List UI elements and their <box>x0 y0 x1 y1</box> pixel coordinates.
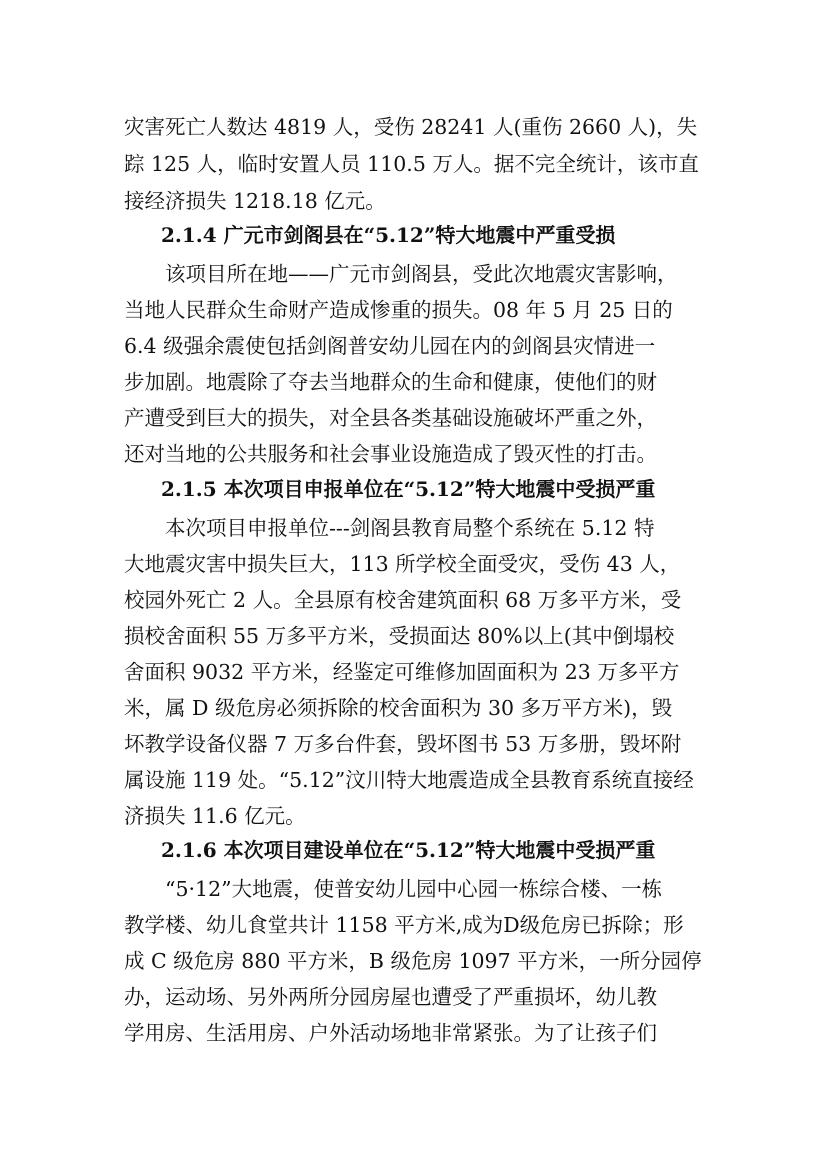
text-line: 还对当地的公共服务和社会事业设施造成了毁灭性的打击。 <box>124 442 657 466</box>
text-line: 该项目所在地——广元市剑阁县，受此次地震灾害影响， <box>165 262 678 286</box>
text-line: 米，属 D 级危房必须拆除的校舍面积为 30 多万平方米)，毁 <box>124 696 673 720</box>
text-line: 成 C 级危房 880 平方米，B 级危房 1097 平方米，一所分园停 <box>124 949 702 973</box>
text-line: 大地震灾害中损失巨大，113 所学校全面受灾，受伤 43 人， <box>124 552 681 576</box>
text-line: 步加剧。地震除了夺去当地群众的生命和健康，使他们的财 <box>124 370 657 394</box>
text-line: 坏教学设备仪器 7 万多台件套，毁坏图书 53 万多册，毁坏附 <box>124 732 682 756</box>
text-line: 校园外死亡 2 人。全县原有校舍建筑面积 68 万多平方米，受 <box>124 588 682 612</box>
text-line: 本次项目申报单位---剑阁县教育局整个系统在 5.12 特 <box>165 516 655 540</box>
text-line: 舍面积 9032 平方米，经鉴定可维修加固面积为 23 万多平方 <box>124 660 680 684</box>
text-line: 灾害死亡人数达 4819 人，受伤 28241 人(重伤 2660 人)，失 <box>124 115 698 139</box>
text-line: 6.4 级强余震使包括剑阁普安幼儿园在内的剑阁县灾情进一 <box>124 334 656 358</box>
section-heading-2-1-4: 2.1.4 广元市剑阁县在“5.12”特大地震中严重受损 <box>161 223 616 247</box>
section-heading-2-1-5: 2.1.5 本次项目申报单位在“5.12”特大地震中受损严重 <box>161 477 656 501</box>
text-line: 教学楼、幼儿食堂共计 1158 平方米,成为D级危房已拆除；形 <box>124 913 684 937</box>
text-line: “5·12”大地震，使普安幼儿园中心园一栋综合楼、一栋 <box>165 877 663 901</box>
section-heading-2-1-6: 2.1.6 本次项目建设单位在“5.12”特大地震中受损严重 <box>161 838 656 862</box>
text-line: 踪 125 人，临时安置人员 110.5 万人。据不完全统计，该市直 <box>124 152 699 176</box>
text-line: 损校舍面积 55 万多平方米，受损面达 80%以上(其中倒塌校 <box>124 624 675 648</box>
text-line: 产遭受到巨大的损失，对全县各类基础设施破坏严重之外， <box>124 406 657 430</box>
text-line: 接经济损失 1218.18 亿元。 <box>124 189 386 213</box>
text-line: 属设施 119 处。“5.12”汶川特大地震造成全县教育系统直接经 <box>124 768 694 792</box>
text-line: 济损失 11.6 亿元。 <box>124 804 306 828</box>
text-line: 当地人民群众生命财产造成惨重的损失。08 年 5 月 25 日的 <box>124 298 673 322</box>
text-line: 办，运动场、另外两所分园房屋也遭受了严重损坏，幼儿教 <box>124 985 657 1009</box>
text-line: 学用房、生活用房、户外活动场地非常紧张。为了让孩子们 <box>124 1021 657 1045</box>
